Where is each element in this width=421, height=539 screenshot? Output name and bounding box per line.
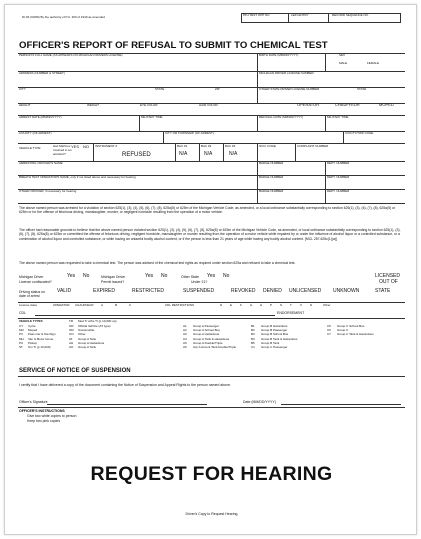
vehicle-code: B3 [251, 332, 255, 337]
status-state[interactable]: STATE [375, 288, 391, 294]
complaint-label: COMPLAINT NUMBER [297, 144, 329, 148]
bac2-label: BAC #2 [201, 144, 212, 148]
endorse-e[interactable]: E [230, 303, 233, 307]
dept3-label: DEPT. NUMBER [327, 189, 350, 193]
breath-operator-label: BREATH TEST OPERATOR'S NAME, only if not listed above and necessary for hearing [19, 175, 136, 179]
vehicle-code-desc: Group A Tank [78, 345, 96, 349]
form-sheet [4, 4, 417, 535]
vehicle-code-desc: Group B Passenger [261, 328, 288, 333]
vehicle-code-desc: Sm Tr (p 10,000) [28, 345, 51, 349]
birth-date-label: BIRTH DATE (MM/DD/YYYY) [259, 53, 299, 57]
vehicle-code-desc: Group B Hazardous [261, 324, 288, 328]
vehicle-head-desc: Med Tr w/bs Tr (p 10,000 up) [78, 319, 117, 323]
vehicle-code-desc: Group A Double/Triple [193, 340, 223, 345]
arresting-officer-label: ARRESTING OFFICER'S NAME [19, 161, 63, 165]
status-suspended[interactable]: SUSPENDED [183, 288, 215, 294]
vehicle-code-desc: Moped [28, 328, 38, 333]
date-line[interactable] [281, 404, 401, 405]
vehicle-code: C6 [327, 328, 331, 333]
chauffeur-option[interactable]: CHAUFFEUR [335, 102, 360, 107]
badge1-label: BADGE NUMBER [259, 161, 284, 165]
vehicle-head-code: TR [69, 319, 73, 323]
bac3-value: N/A [229, 151, 238, 157]
hazmat-label: Haz Mat/Cov [53, 144, 71, 148]
vehicle-code: A6 [183, 345, 187, 349]
endorse-d[interactable]: D [220, 303, 223, 307]
refused-value: REFUSED [122, 152, 151, 158]
confiscated-yes[interactable]: Yes [67, 273, 76, 279]
vehicle-code-desc: Group C School Bus [337, 324, 365, 328]
vehicle-code: AO [69, 345, 74, 349]
signature-line[interactable] [47, 404, 207, 405]
vehicle-code: B1 [251, 324, 255, 328]
address-label: ADDRESS (NUMBER & STREET) [19, 71, 65, 75]
status-denied[interactable]: DENIED [263, 288, 282, 294]
vehicle-code: B5 [251, 340, 255, 345]
dept2-label: DEPT. NUMBER [327, 175, 350, 179]
height-label: HEIGHT [19, 103, 31, 107]
vehicle-code: SM [69, 328, 74, 333]
vehicle-code-desc: Pass Car & Sta Wgn [28, 332, 56, 337]
request-hearing-heading: REQUEST FOR HEARING [90, 463, 333, 485]
vehicle-code: MO [19, 328, 24, 333]
vehicle-code-desc: Group A Hazardous [193, 332, 220, 337]
status-unlicensed[interactable]: UNLICENSED [289, 288, 322, 294]
licensed-label: LICENSED [375, 273, 401, 279]
vehicle-code: B4 [251, 336, 255, 341]
zip-label: ZIP [215, 87, 220, 91]
eye-color-label: EYE COLOR [140, 103, 158, 107]
under21-yes[interactable]: Yes [207, 273, 216, 279]
permit-yes[interactable]: Yes [145, 273, 154, 279]
class-operator[interactable]: OPERATOR [53, 303, 70, 307]
suspension-title: SERVICE OF NOTICE OF SUSPENSION [19, 368, 131, 374]
endorsement-label: ENDORSEMENT [277, 311, 305, 315]
state-label: STATE [155, 87, 165, 91]
vehicle-code-desc: Group C Passenger [261, 345, 288, 349]
instruction-2: Keep two pink copies [27, 419, 61, 423]
record-sequence-label: RECORD SEQUENCE NO. [332, 13, 369, 17]
endorse-n[interactable]: N [310, 303, 313, 307]
instruction-1: Give two white copies to person [27, 414, 77, 418]
other-state-license-label: OTHER STATE DRIVER LICENSE NUMBER [259, 87, 320, 91]
under21-no[interactable]: No [223, 273, 230, 279]
endorse-t[interactable]: T [290, 303, 292, 307]
under21-label: Under 21? [191, 280, 208, 284]
lein-entry-label: LEIN ENTRY [291, 13, 309, 17]
status-valid[interactable]: VALID [57, 288, 72, 294]
endorse-h[interactable]: H [260, 303, 263, 307]
form-title: OFFICER'S REPORT OF REFUSAL TO SUBMIT TO CHEMICAL TEST [19, 40, 328, 51]
license-confiscated-label: License confiscated? [19, 280, 52, 284]
mi-license-label: MICHIGAN DRIVER LICENSE NUMBER [259, 71, 314, 75]
vehicle-code: CY [19, 324, 24, 328]
military-time2-label: MILITARY TIME [327, 115, 349, 119]
vehicle-code: OO [69, 332, 74, 337]
endorse-p[interactable]: P [270, 303, 273, 307]
vehicle-code-desc: Group B Tank [261, 340, 280, 345]
paragraph-grounds: The officer had reasonable grounds to believe that the above named person violated section 625(1), (3), (4), (5), (6), (7), (8), 625a(5) or 625m of the Michigan Vehicle Code, as amended, or local ordinance substantially corresponding to section 625(1), (3), (6), (7), (8), 625a(5) or 625m or committed the offense of felonious driving, negligent homicide, manslaughter or murder resulting from the operation of a motor vehicle while impaired by or under the influence of alcohol liquor or a controlled substance, or a combination of alcohol liquor and controlled substance, or while having an unlawful bodily alcohol content, or if the person is less than 21 years of age while having any bodily alcohol content. [MCL 257.625c(1)(a)] [19, 228, 401, 241]
vehicle-code-desc: Group A Tank [78, 336, 96, 341]
vehicle-code-desc: Pickup [28, 340, 38, 345]
bac2-value: N/A [204, 151, 213, 157]
refusal-date-label: REFUSAL DATE (MM/DD/YYYY) [259, 115, 304, 119]
other-officer-label: OTHER OFFICER, if necessary for hearing [19, 189, 77, 193]
test-opp-label: 8TH TEST OPP NO [243, 13, 270, 17]
vehicle-code-desc: Group A Tank & Hazardous [193, 336, 230, 341]
endorse-g[interactable]: G [250, 303, 253, 307]
vehicle-code: A3 [183, 332, 187, 337]
vehicle-code: OR [69, 324, 74, 328]
vehicle-code-desc: Group A School Bus [193, 328, 220, 333]
vehicle-code-desc: Group A Passenger [193, 324, 220, 328]
military-time-label: MILITARY TIME [141, 115, 163, 119]
driving-status-label: Driving status on date of arrest [19, 290, 46, 298]
vehicle-code: C5 [327, 324, 331, 328]
badge3-label: BADGE NUMBER [259, 189, 284, 193]
out-of-label: OUT OF [379, 279, 398, 285]
confiscated-no[interactable]: No [83, 273, 90, 279]
vehicle-code: A1 [183, 324, 187, 328]
vehicle-code: B2 [251, 328, 255, 333]
date-label: Date (MM/DD/YYYY) [243, 400, 276, 404]
bac1-value: N/A [179, 151, 188, 157]
status-expired[interactable]: EXPIRED [93, 288, 115, 294]
vehicle-code-desc: Group C [337, 328, 349, 333]
class-chauffeur[interactable]: CHAUFFEUR [75, 303, 94, 307]
class-c[interactable]: C [129, 303, 132, 307]
vehicle-code-desc: Group C Tank & Hazardous [337, 332, 374, 337]
operator-option[interactable]: OPERATOR [297, 102, 320, 107]
vehicle-code: PV [19, 332, 24, 337]
vehicle-code: MH [19, 336, 24, 341]
city-township-label: CITY OR TOWNSHIP (OF ARREST) [165, 131, 214, 135]
name-label: PERSON'S FULL NAME (AS APPEARS ON MICHIGAN DRIVERS LICENSE) [19, 53, 123, 57]
vehicle-code-desc: Cycle [28, 324, 36, 328]
footer-text: Driver's Copy to Request Hearing [185, 512, 238, 516]
bac1-label: BAC #1 [177, 144, 188, 148]
permit-no[interactable]: No [161, 273, 168, 279]
arrest-date-label: ARREST DATE (MM/DD/YYYY) [19, 115, 62, 119]
vehicle-type-label: VEHICLE TYPE [19, 146, 41, 150]
male-option[interactable]: MALE [339, 61, 348, 65]
license-class-label: License class [19, 303, 38, 307]
vehicle-code-desc: Grp A Accent Tank Double/Triple [193, 345, 237, 349]
no-option[interactable]: NO [83, 144, 89, 149]
vehicle-code: A4 [183, 336, 187, 341]
paragraph-refusal: The above named person was requested to take a chemical test. The person was advised of the chemical test rights as required under section 625a and refused to take a chemical test. [19, 261, 296, 265]
status-restricted[interactable]: RESTRICTED [132, 288, 164, 294]
form-id: DI-93 (03/09) By the authority of P.A. 300 of 1949 as amended [22, 15, 105, 19]
endorse-f[interactable]: F [240, 303, 242, 307]
vehicle-code: A5 [183, 340, 187, 345]
endorse-s[interactable]: S [280, 303, 283, 307]
endorse-other[interactable]: Other [323, 303, 331, 307]
mi-driver2-label: Michigan Driver [101, 275, 126, 279]
moped-option[interactable]: MOPED [379, 102, 394, 107]
vehicle-types-label: VEHICLE TYPES [19, 319, 43, 323]
endorse-x[interactable]: X [300, 303, 303, 307]
bac3-label: BAC #3 [225, 144, 236, 148]
vehicle-code: C1 [251, 345, 255, 349]
vehicle-code-desc: Other [78, 332, 86, 337]
permit-issued-label: Permit issued? [101, 280, 125, 284]
hair-color-label: HAIR COLOR [199, 103, 218, 107]
class-b[interactable]: B [115, 303, 118, 307]
officer-signature-label: Officer's Signature [19, 400, 48, 404]
vehicle-code-desc: Van & Motor Home [28, 336, 54, 341]
cty-twp-code-label: CO/CTY/TWP CODE [345, 131, 374, 135]
vehicle-code-desc: Group B Tank & Hazardous [261, 336, 298, 341]
cdl-restrictions-label: CDL RESTRICTIONS [165, 303, 195, 307]
city-label: CITY [19, 87, 26, 91]
vehicle-code-desc: Group A Hazardous [78, 340, 105, 345]
vehicle-code: ST [19, 345, 23, 349]
vehicle-code-desc: Official Vehicle (AT type) [78, 324, 111, 328]
dept1-label: DEPT. NUMBER [327, 161, 350, 165]
vehicle-code: AT [69, 336, 73, 341]
badge2-label: BADGE NUMBER [259, 175, 284, 179]
weight-label: WEIGHT [87, 103, 99, 107]
female-option[interactable]: FEMALE [367, 61, 380, 65]
vehicle-code: PU [19, 340, 24, 345]
class-a[interactable]: A [101, 303, 104, 307]
mi-driver-label: Michigan Driver [19, 275, 44, 279]
vehicle-code: C7 [327, 332, 331, 337]
cdl-label: CDL [19, 311, 27, 315]
other-state-label: Other State [181, 275, 199, 279]
status-revoked[interactable]: REVOKED [231, 288, 256, 294]
paragraph-arrest: The above named person was arrested for a violation of section 625(1), (3), (4), (5), (6), (7), (8), 625a(5) or 625m of the Michigan Vehicle Code, as amended, or a local ordinance substantially corresponding to section 625(1), (3), (6), (7), (8), 625a(5) or 625m or for the offense of felonious driving, manslaughter, murder, or negligent homicide resulting from the operation of a motor vehicle. [19, 206, 396, 215]
instrument-label: INSTRUMENT # [95, 144, 118, 148]
vehicle-code: AH [69, 340, 74, 345]
status-unknown[interactable]: UNKNOWN [333, 288, 360, 294]
vehicle-code-desc: Snowmobile [78, 328, 95, 333]
vehicle-code-desc: Group B School Bus [261, 332, 289, 337]
ncic-label: NCIC CODE [259, 144, 276, 148]
instructions-title: OFFICER'S INSTRUCTIONS [19, 409, 65, 413]
county-label: COUNTY (OF ARREST) [19, 131, 52, 135]
vehicle-code: A2 [183, 328, 187, 333]
sex-label: SEX [339, 53, 346, 57]
suspension-text: I certify that I have delivered a copy of the document containing the Notice of Suspension and Appeal Rights to the person named above. [19, 383, 231, 387]
state2-label: STATE [357, 87, 367, 91]
yes-option[interactable]: YES [71, 144, 80, 149]
involved-label: Involved in an accident? [53, 148, 72, 156]
